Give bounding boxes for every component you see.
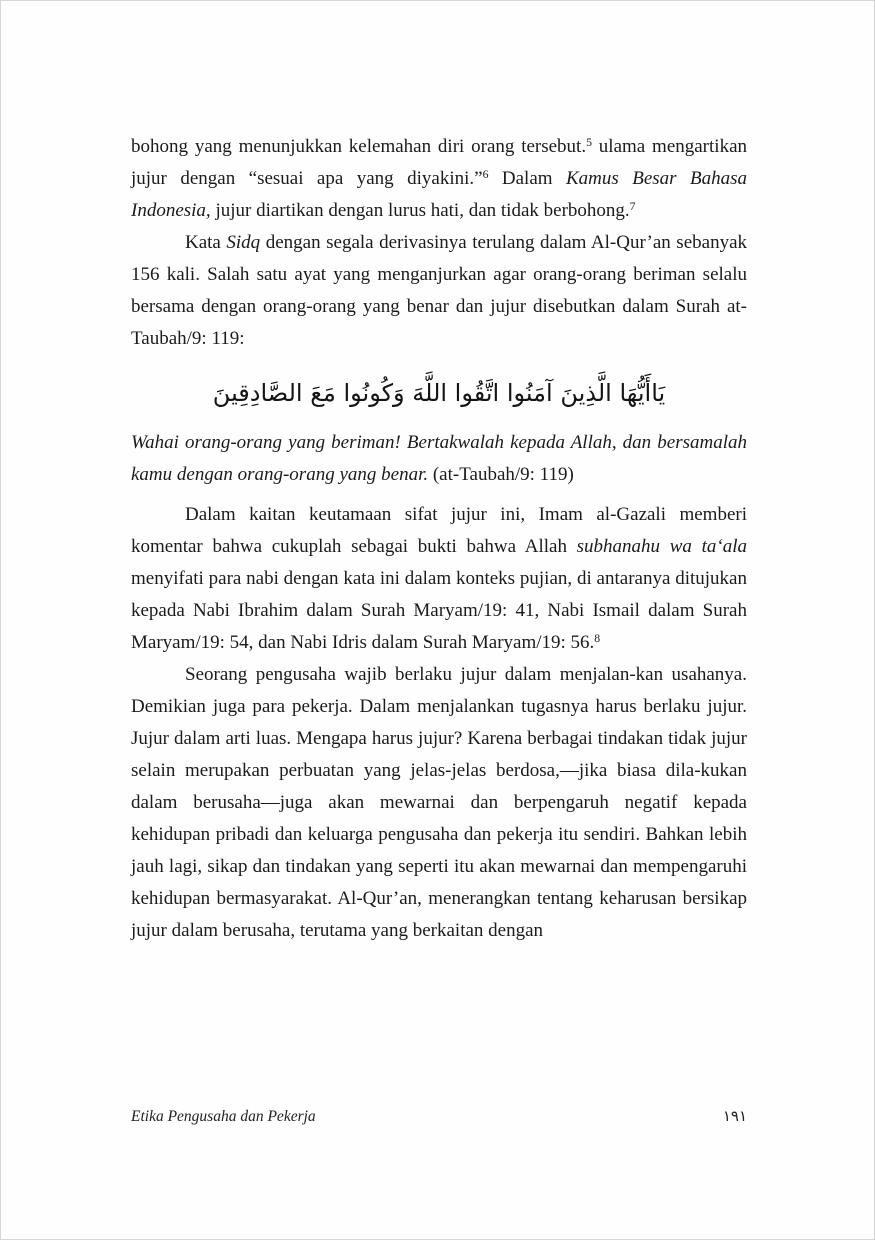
paragraph-pengusaha-jujur: Seorang pengusaha wajib berlaku jujur dalam menjalan-kan usahanya. Demikian juga para pekerja. Dalam menjalankan tugasnya harus berlaku jujur. Jujur dalam arti luas. Mengapa harus jujur? Karena berbagai tindakan tidak jujur selain merupakan perbuatan yang jelas-jelas berdosa,—jika biasa dila-kukan dalam berusaha—juga akan mewarnai dan berpengaruh negatif kepada kehidupan pribadi dan keluarga pengusaha dan pekerja itu sendiri. Bahkan lebih jauh lagi, sikap dan tindakan yang seperti itu akan mewarnai dan mempengaruhi kehidupan bermasyarakat. Al-Qur’an, menerangkan tentang keharusan bersikap jujur dalam berusaha, terutama yang berkaitan dengan <box>131 664 747 941</box>
arabic-verse: يَاأَيُّهَا الَّذِينَ آمَنُوا اتَّقُوا اللَّهَ وَكُونُوا مَعَ الصَّادِقِينَ <box>212 379 666 407</box>
paragraph-continuation: bohong yang menunjukkan kelemahan diri orang tersebut.$^5$ ulama mengartikan jujur dengan “sesuai apa yang diyakini.”$^6$ Dalam Kamus Besar Bahasa Indonesia, jujur diartikan dengan lurus hati, dan tidak berbohong.$^7$ <box>131 135 748 221</box>
footer-book-title: Etika Pengusaha dan Pekerja <box>131 1108 316 1125</box>
footer-page-number: ١٩١ <box>722 1107 747 1125</box>
paragraph-algazali: Dalam kaitan keutamaan sifat jujur ini, Imam al-Gazali memberi komentar bahwa cukuplah sebagai bukti bahwa Allah subhanahu wa ta‘ala menyifati para nabi dengan kata ini dalam konteks pujian, di antaranya ditujukan kepada Nabi Ibrahim dalam Surah Maryam/19: 41, Nabi Ismail dalam Surah Maryam/19: 54, dan Nabi Idris dalam Surah Maryam/19: 56.$^8$ <box>131 504 748 653</box>
page-footer <box>131 1107 747 1126</box>
page-content <box>131 131 747 947</box>
verse-translation: Wahai orang-orang yang beriman! Bertakwalah kepada Allah, dan bersamalah kamu dengan orang-orang yang benar. (at-Taubah/9: 119) <box>131 432 747 485</box>
paragraph-sidq: Kata Sidq dengan segala derivasinya terulang dalam Al-Qur’an sebanyak 156 kali. Salah satu ayat yang menganjurkan agar orang-orang beriman selalu bersama dengan orang-orang yang benar dan jujur disebutkan dalam Surah at-Taubah/9: 119: <box>131 232 747 349</box>
